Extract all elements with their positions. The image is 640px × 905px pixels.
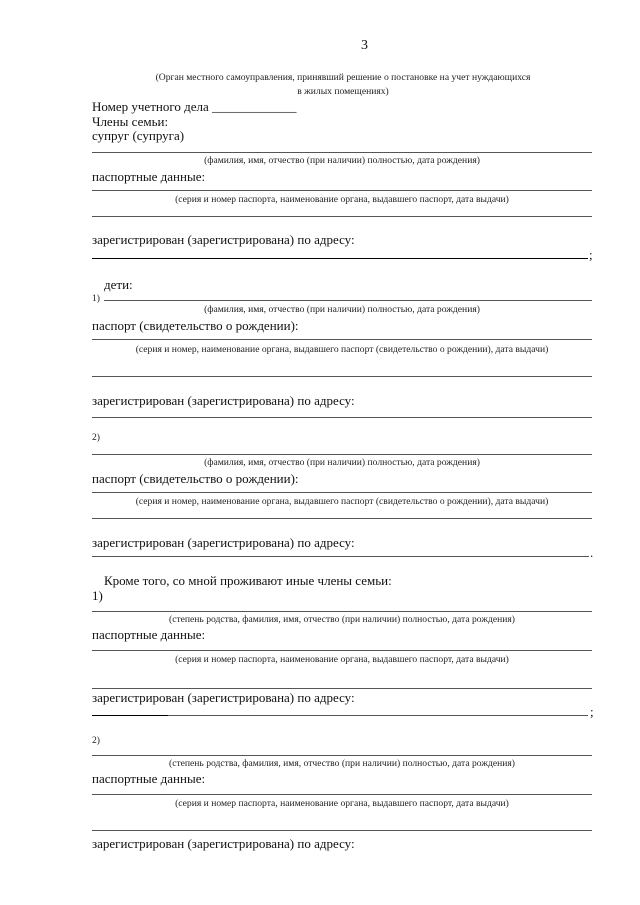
other1-relation-caption: (степень родства, фамилия, имя, отчество (при наличии) полностью, дата рождения) xyxy=(169,614,515,625)
spouse-address-line[interactable] xyxy=(92,258,588,259)
child1-fio-caption: (фамилия, имя, отчество (при наличии) полностью, дата рождения) xyxy=(204,304,480,315)
other2-passport-line-2[interactable] xyxy=(92,830,592,831)
spouse-passport-label: паспортные данные: xyxy=(92,169,206,184)
page-number: 3 xyxy=(361,38,368,53)
child1-passport-line[interactable] xyxy=(92,339,592,340)
other2-fio-line[interactable] xyxy=(92,755,592,756)
other2-passport-label: паспортные данные: xyxy=(92,771,206,786)
account-number-blank[interactable]: _____________ xyxy=(211,99,297,114)
child2-passport-line[interactable] xyxy=(92,492,592,493)
spouse-address-semicolon: ; xyxy=(589,247,593,262)
child2-address-line[interactable] xyxy=(92,556,589,557)
family-members-label: Члены семьи: xyxy=(92,114,169,129)
other2-passport-line[interactable] xyxy=(92,794,592,795)
spouse-passport-line[interactable] xyxy=(92,190,592,191)
spouse-label: супруг (супруга) xyxy=(92,128,185,143)
other1-passport-line[interactable] xyxy=(92,650,592,651)
other1-passport-caption: (серия и номер паспорта, наименование органа, выдавшего паспорт, дата выдачи) xyxy=(175,654,509,665)
other2-number: 2) xyxy=(92,735,100,746)
child2-registered-label: зарегистрирован (зарегистрирована) по адресу: xyxy=(92,535,355,550)
child2-passport-line-2[interactable] xyxy=(92,518,592,519)
other1-number: 1) xyxy=(92,588,103,603)
spouse-passport-caption: (серия и номер паспорта, наименование органа, выдавшего паспорт, дата выдачи) xyxy=(175,194,509,205)
child1-number: 1) xyxy=(92,293,100,304)
other1-passport-line-2[interactable] xyxy=(92,688,592,689)
other2-relation-caption: (степень родства, фамилия, имя, отчество (при наличии) полностью, дата рождения) xyxy=(169,758,515,769)
other2-passport-caption: (серия и номер паспорта, наименование органа, выдавшего паспорт, дата выдачи) xyxy=(175,798,509,809)
spouse-registered-label: зарегистрирован (зарегистрирована) по адресу: xyxy=(92,232,355,247)
authority-note-line2: в жилых помещениях) xyxy=(297,86,389,97)
spouse-fio-line[interactable] xyxy=(92,152,592,153)
child2-address-period: . xyxy=(590,545,594,560)
other2-registered-label: зарегистрирован (зарегистрирована) по адресу: xyxy=(92,836,355,851)
child2-number: 2) xyxy=(92,432,100,443)
child1-passport-label: паспорт (свидетельство о рождении): xyxy=(92,318,299,333)
other1-address-semicolon: ; xyxy=(590,704,594,719)
child1-passport-line-2[interactable] xyxy=(92,376,592,377)
account-label-text: Номер учетного дела xyxy=(92,99,209,114)
other1-address-line-start[interactable] xyxy=(92,715,168,716)
other1-address-line[interactable] xyxy=(168,715,588,716)
child1-address-line[interactable] xyxy=(92,417,592,418)
spouse-fio-caption: (фамилия, имя, отчество (при наличии) полностью, дата рождения) xyxy=(204,155,480,166)
account-label xyxy=(92,99,296,115)
others-label: Кроме того, со мной проживают иные члены семьи: xyxy=(104,573,392,588)
spouse-passport-line-2[interactable] xyxy=(92,216,592,217)
other1-passport-label: паспортные данные: xyxy=(92,627,206,642)
child2-passport-label: паспорт (свидетельство о рождении): xyxy=(92,471,299,486)
other1-fio-line[interactable] xyxy=(92,611,592,612)
child1-registered-label: зарегистрирован (зарегистрирована) по адресу: xyxy=(92,393,355,408)
child2-fio-line[interactable] xyxy=(92,454,592,455)
other1-registered-label: зарегистрирован (зарегистрирована) по адресу: xyxy=(92,690,355,705)
child1-passport-caption: (серия и номер, наименование органа, выдавшего паспорт (свидетельство о рождении), дата выдачи) xyxy=(135,344,549,355)
child2-passport-caption: (серия и номер, наименование органа, выдавшего паспорт (свидетельство о рождении), дата выдачи) xyxy=(135,496,549,507)
children-label: дети: xyxy=(104,277,133,292)
child2-fio-caption: (фамилия, имя, отчество (при наличии) полностью, дата рождения) xyxy=(204,457,480,468)
child1-fio-line[interactable] xyxy=(104,300,592,301)
authority-note-line1: (Орган местного самоуправления, принявший решение о постановке на учет нуждающихся xyxy=(155,72,531,83)
